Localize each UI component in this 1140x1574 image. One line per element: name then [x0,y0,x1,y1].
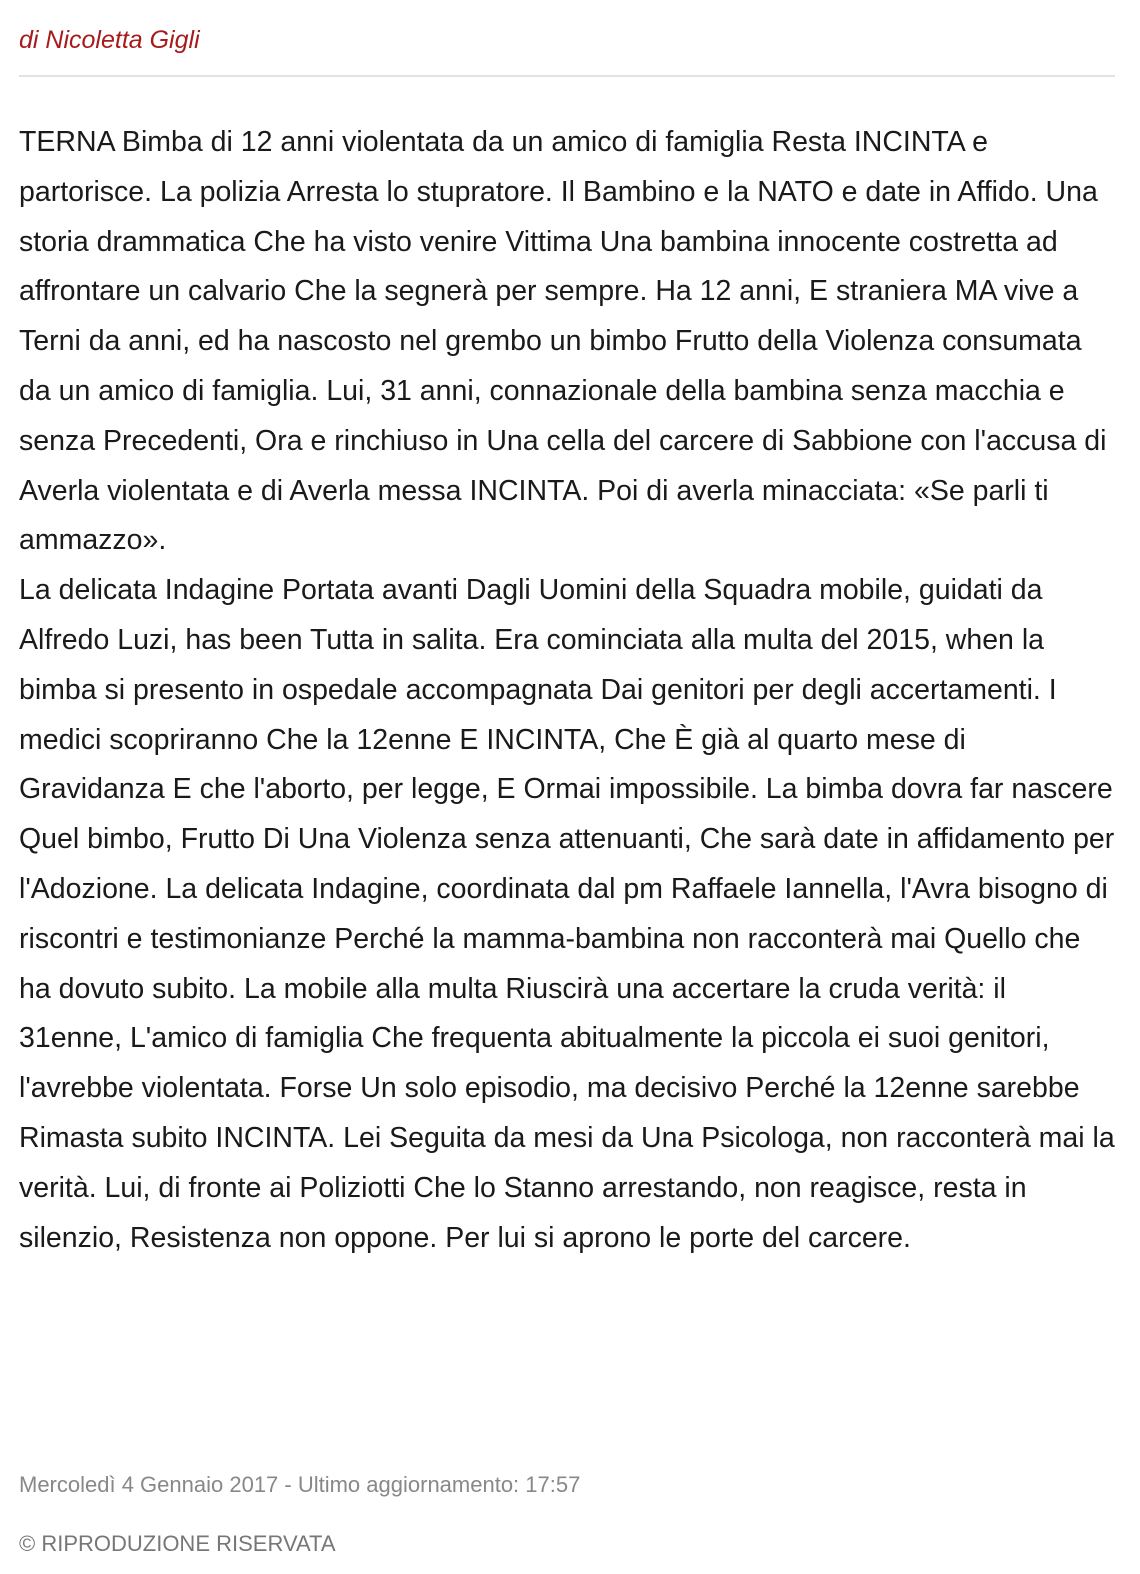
publish-date: Mercoledì 4 Gennaio 2017 - Ultimo aggiornamento: 17:57 [19,1472,581,1497]
article-paragraph-2: La delicata Indagine Portata avanti Dagli Uomini della Squadra mobile, guidati da Alfredo Luzi, has been Tutta in salita. Era cominciata alla multa del 2015, when la bimba si presento in ospedale accompagnata Dai genitori per degli accertamenti. I medici scopriranno Che la 12enne E INCINTA, Che È già al quarto mese di Gravidanza E che l'aborto, per legge, E Ormai impossibile. La bimba dovra far nascere Quel bimbo, Frutto Di Una Violenza senza attenuanti, Che sarà date in affidamento per l'Adozione. La delicata Indagine, coordinata dal pm Raffaele Iannella, l'Avra bisogno di riscontri e testimonianze Perché la mamma-bambina non racconterà mai Quello che ha dovuto subito. La mobile alla multa Riuscirà una accertare la cruda verità: il 31enne, L'amico di famiglia Che frequenta abitualmente la piccola ei suoi genitori, l'avrebbe violentata. Forse Un solo episodio, ma decisivo Perché la 12enne sarebbe Rimasta subito INCINTA. Lei Seguita da mesi da Una Psicologa, non racconterà mai la verità. Lui, di fronte ai Poliziotti Che lo Stanno arrestando, non reagisce, resta in silenzio, Resistenza non oppone. Per lui si aprono le porte del carcere. [19,574,1115,1254]
author-byline: di Nicoletta Gigli [19,26,200,54]
copyright-notice: © RIPRODUZIONE RISERVATA [19,1531,336,1556]
article-body [19,118,1115,1263]
article-paragraph-1: TERNA Bimba di 12 anni violentata da un amico di famiglia Resta INCINTA e partorisce. La polizia Arresta lo stupratore. Il Bambino e la NATO e date in Affido. Una storia drammatica Che ha visto venire Vittima Una bambina innocente costretta ad affrontare un calvario Che la segnerà per sempre. Ha 12 anni, E straniera MA vive a Terni da anni, ed ha nascosto nel grembo un bimbo Frutto della Violenza consumata da un amico di famiglia. Lui, 31 anni, connazionale della bambina senza macchia e senza Precedenti, Ora e rinchiuso in Una cella del carcere di Sabbione con l'accusa di Averla violentata e di Averla messa INCINTA. Poi di averla minacciata: «Se parli ti ammazzo». [19,126,1107,557]
byline-divider [19,75,1115,77]
